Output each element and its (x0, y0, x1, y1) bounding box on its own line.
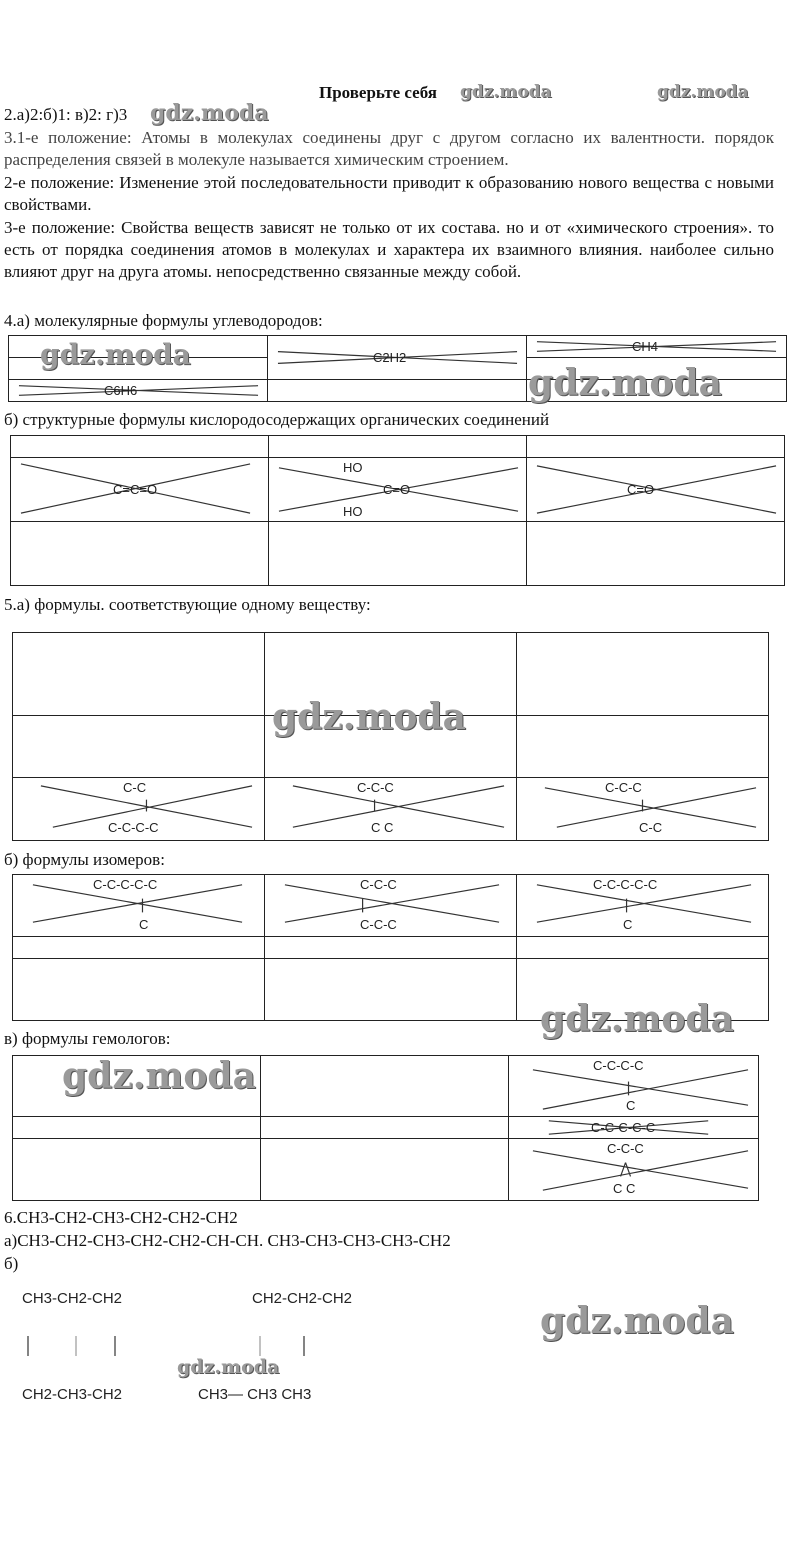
formula-ketene: C=C=O (113, 482, 158, 497)
table-cell (509, 1056, 759, 1117)
table-oxygen-compounds (10, 435, 785, 586)
formula-carbonyl: C=O (383, 482, 411, 497)
table-cell (527, 336, 787, 358)
table-cell (13, 875, 265, 937)
table-cell (11, 458, 269, 522)
formula-bottom: C (623, 917, 633, 932)
formula-ho-top: HO (343, 460, 363, 475)
table-cell (269, 458, 527, 522)
table-cell (13, 959, 265, 1021)
formula-ho-bottom: HO (343, 504, 363, 519)
table-cell (527, 436, 785, 458)
structure-left-top: CH3-CH2-CH2 (22, 1290, 123, 1307)
watermark: gdz.moda (657, 82, 749, 102)
answer-q3-2: 2-е положение: Изменение этой последовательности приводит к образованию нового вещества с новыми свойствами. (4, 173, 774, 214)
table-cell (11, 522, 269, 586)
table-cell (13, 633, 265, 716)
table-cell (13, 716, 265, 778)
table-cell (13, 1139, 261, 1201)
table-cell (517, 633, 769, 716)
table-cell (268, 336, 527, 380)
table-cell (13, 937, 265, 959)
table-cell (265, 959, 517, 1021)
formula-bottom: C-C-C-C (108, 820, 159, 835)
heading-q5a: 5.а) формулы. соответствующие одному веществу: (4, 595, 371, 614)
formula-c2h2: C2H2 (373, 350, 407, 365)
table-cell (261, 1139, 509, 1201)
table-cell (261, 1117, 509, 1139)
heading-q4b: б) структурные формулы кислородосодержащих органических соединений (4, 410, 550, 429)
table-cell (269, 522, 527, 586)
table-cell (13, 778, 265, 841)
watermark: gdz.moda (528, 362, 722, 404)
table-cell (517, 937, 769, 959)
table-cell (261, 1056, 509, 1117)
formula-c6h6: C6H6 (104, 383, 138, 398)
answer-q6: 6.CH3-CH2-CH3-CH2-CH2-CH2 (4, 1208, 238, 1227)
structure-right-top: CH2-CH2-CH2 (252, 1290, 353, 1307)
table-cell (265, 937, 517, 959)
formula-ch4: CH4 (632, 339, 659, 354)
strike-mark (9, 380, 267, 401)
formula-top: C-C-C-C-C (93, 877, 158, 892)
table-cell (13, 1117, 261, 1139)
formula-bottom: C-C (639, 820, 663, 835)
answer-q3-1: 3.1-е положение: Атомы в молекулах соединены друг с другом согласно их валентности. порядок распределения связей в молекуле называется химическим строением. (4, 128, 774, 169)
formula-top: C-C-C-C (593, 1058, 644, 1073)
answer-q2: 2.а)2:б)1: в)2: г)3 (4, 105, 128, 124)
table-cell (265, 875, 517, 937)
table-cell (9, 380, 268, 402)
table-cell (517, 875, 769, 937)
watermark: gdz.moda (40, 338, 191, 371)
answer-q6a: а)CH3-CH2-CH3-CH2-CH2-CH-CH. CH3-CH3-CH3-CH3-CH2 (4, 1231, 451, 1250)
table-cell (265, 778, 517, 841)
strike-mark (527, 458, 784, 521)
formula-carbon-monoxide: C=O (627, 482, 655, 497)
table-cell (268, 380, 527, 402)
watermark: gdz.moda (272, 696, 466, 738)
watermark: gdz.moda (540, 1300, 734, 1342)
structure-left-bottom: CH2-CH3-CH2 (22, 1386, 123, 1403)
watermark: gdz.moda (177, 1356, 280, 1378)
table-cell (11, 436, 269, 458)
answer-q3-3: 3-е положение: Свойства веществ зависят не только от их состава. но и от «химического строения». то есть от порядка соединения атомов в молекулах и характера их взаимного влияния. наиболее сильно влияют друг на друга атомы. непосредственно связанные между собой. (4, 218, 774, 281)
formula-top: C-C-C-C-C (593, 877, 658, 892)
heading-q5b: б) формулы изомеров: (4, 850, 165, 869)
formula-top: C-C-C (357, 780, 394, 795)
structure-right-bottom: CH3— CH3 CH3 (198, 1386, 312, 1403)
table-cell (517, 778, 769, 841)
table-cell (517, 716, 769, 778)
formula-top: C-C-C (607, 1141, 644, 1156)
page-title: Проверьте себя (319, 83, 437, 102)
formula-bottom: C C (371, 820, 394, 835)
watermark: gdz.moda (460, 82, 552, 102)
watermark: gdz.moda (150, 100, 269, 126)
heading-q4a: 4.а) молекулярные формулы углеводородов: (4, 311, 323, 330)
watermark: gdz.moda (62, 1055, 256, 1097)
formula-chain: C-C-C-C-C (591, 1120, 656, 1135)
table-cell (527, 458, 785, 522)
answer-q6b: б) (4, 1254, 19, 1273)
formula-bottom: C (139, 917, 149, 932)
formula-bottom: C-C-C (360, 917, 397, 932)
formula-top: C-C-C (360, 877, 397, 892)
formula-top: C-C (123, 780, 147, 795)
table-cell (509, 1139, 759, 1201)
heading-q5c: в) формулы гемологов: (4, 1029, 171, 1048)
table-cell (269, 436, 527, 458)
formula-top: C-C-C (605, 780, 642, 795)
table-cell (527, 522, 785, 586)
table-cell (509, 1117, 759, 1139)
formula-bottom: C C (613, 1181, 636, 1196)
watermark: gdz.moda (540, 998, 734, 1040)
formula-bottom: C (626, 1098, 636, 1113)
